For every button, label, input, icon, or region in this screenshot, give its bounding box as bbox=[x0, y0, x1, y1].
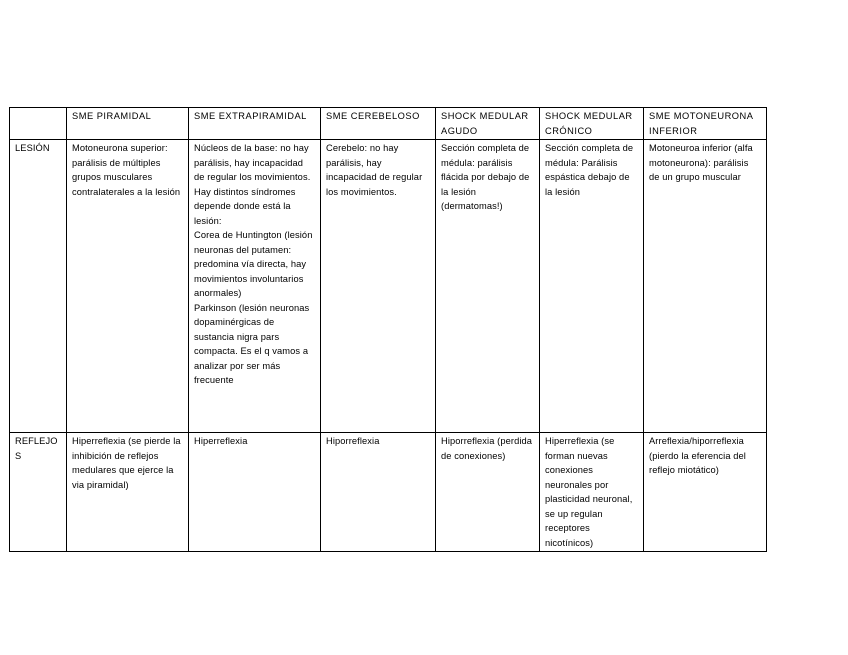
cell-reflejos-shock-agudo: Hiporreflexia (perdida de conexiones) bbox=[436, 433, 540, 552]
header-row bbox=[10, 108, 767, 140]
cell-reflejos-cerebeloso: Hiporreflexia bbox=[321, 433, 436, 552]
cell-reflejos-motoneurona-inferior: Arreflexia/hiporreflexia (pierdo la eferencia del reflejo miotático) bbox=[644, 433, 767, 552]
cell-lesion-shock-cronico: Sección completa de médula: Parálisis espástica debajo de la lesión bbox=[540, 140, 644, 433]
cell-reflejos-piramidal: Hiperreflexia (se pierde la inhibición de reflejos medulares que ejerce la via piramidal) bbox=[67, 433, 189, 552]
syndromes-table bbox=[9, 107, 767, 552]
cell-lesion-extrapiramidal: Núcleos de la base: no hay parálisis, hay incapacidad de regular los movimientos. Hay distintos síndromes depende donde está la lesión: Corea de Huntington (lesión neuronas del putamen: predomina vía directa, hay movimientos involuntarios anormales) Parkinson (lesión neuronas dopaminérgicas de sustancia nigra pars compacta. Es el q vamos a analizar por ser más frecuente bbox=[189, 140, 321, 433]
row-label-lesion: LESIÓN bbox=[10, 140, 67, 433]
cell-lesion-cerebeloso: Cerebelo: no hay parálisis, hay incapacidad de regular los movimientos. bbox=[321, 140, 436, 433]
header-shock-medular-cronico: SHOCK MEDULAR CRÓNICO bbox=[540, 108, 644, 140]
header-sme-extrapiramidal: SME EXTRAPIRAMIDAL bbox=[189, 108, 321, 140]
header-shock-medular-agudo: SHOCK MEDULAR AGUDO bbox=[436, 108, 540, 140]
cell-lesion-shock-agudo: Sección completa de médula: parálisis flácida por debajo de la lesión (dermatomas!) bbox=[436, 140, 540, 433]
cell-lesion-motoneurona-inferior: Motoneuroa inferior (alfa motoneurona): parálisis de un grupo muscular bbox=[644, 140, 767, 433]
cell-reflejos-extrapiramidal: Hiperreflexia bbox=[189, 433, 321, 552]
table-row-lesion bbox=[10, 140, 767, 433]
cell-lesion-piramidal: Motoneurona superior: parálisis de múltiples grupos musculares contralaterales a la lesión bbox=[67, 140, 189, 433]
header-empty-cell bbox=[10, 108, 67, 140]
cell-reflejos-shock-cronico: Hiperreflexia (se forman nuevas conexiones neuronales por plasticidad neuronal, se up regulan receptores nicotínicos) bbox=[540, 433, 644, 552]
header-sme-piramidal: SME PIRAMIDAL bbox=[67, 108, 189, 140]
header-sme-motoneurona-inferior: SME MOTONEURONA INFERIOR bbox=[644, 108, 767, 140]
table-row-reflejos bbox=[10, 433, 767, 552]
header-sme-cerebeloso: SME CEREBELOSO bbox=[321, 108, 436, 140]
row-label-reflejos: REFLEJOS bbox=[10, 433, 67, 552]
